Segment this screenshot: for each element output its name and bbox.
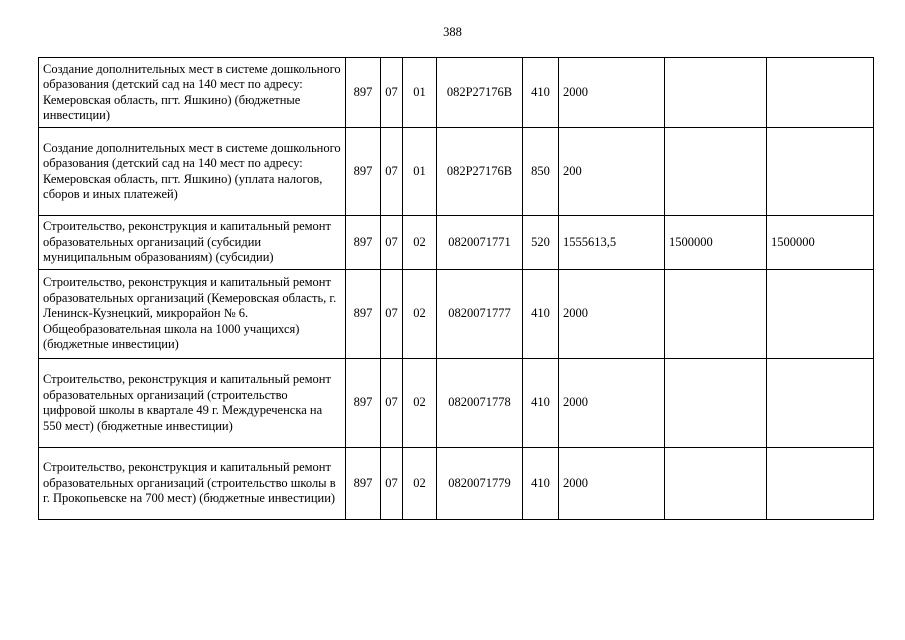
- subsection-code: 01: [403, 128, 437, 216]
- amount-year-2: 1500000: [665, 216, 767, 270]
- section-code: 07: [381, 58, 403, 128]
- row-description: Создание дополнительных мест в системе дошкольного образования (детский сад на 140 мест по адресу: Кемеровская область, пгт. Яшкино) (бюджетные инвестиции): [39, 58, 346, 128]
- subsection-code: 02: [403, 359, 437, 448]
- section-code: 07: [381, 216, 403, 270]
- target-article-code: 0820071771: [437, 216, 523, 270]
- ministry-code: 897: [346, 270, 381, 359]
- row-description: Строительство, реконструкция и капитальный ремонт образовательных организаций (строительство школы в г. Прокопьевске на 700 мест) (бюджетные инвестиции): [39, 448, 346, 520]
- target-article-code: 0820071778: [437, 359, 523, 448]
- amount-year-1: 2000: [559, 58, 665, 128]
- expense-type-code: 410: [523, 270, 559, 359]
- amount-year-1: 1555613,5: [559, 216, 665, 270]
- amount-year-1: 2000: [559, 270, 665, 359]
- amount-year-1: 200: [559, 128, 665, 216]
- ministry-code: 897: [346, 448, 381, 520]
- amount-year-2: [665, 128, 767, 216]
- section-code: 07: [381, 448, 403, 520]
- ministry-code: 897: [346, 216, 381, 270]
- amount-year-3: [767, 270, 874, 359]
- ministry-code: 897: [346, 128, 381, 216]
- amount-year-3: [767, 128, 874, 216]
- target-article-code: 082P27176B: [437, 58, 523, 128]
- expense-type-code: 410: [523, 448, 559, 520]
- amount-year-2: [665, 359, 767, 448]
- target-article-code: 082P27176B: [437, 128, 523, 216]
- subsection-code: 01: [403, 58, 437, 128]
- expense-type-code: 410: [523, 58, 559, 128]
- expense-type-code: 410: [523, 359, 559, 448]
- expense-type-code: 520: [523, 216, 559, 270]
- row-description: Создание дополнительных мест в системе дошкольного образования (детский сад на 140 мест по адресу: Кемеровская область, пгт. Яшкино) (уплата налогов, сборов и иных платежей): [39, 128, 346, 216]
- row-description: Строительство, реконструкция и капитальный ремонт образовательных организаций (строительство цифровой школы в квартале 49 г. Междуреченска на 550 мест) (бюджетные инвестиции): [39, 359, 346, 448]
- amount-year-2: [665, 58, 767, 128]
- section-code: 07: [381, 359, 403, 448]
- subsection-code: 02: [403, 448, 437, 520]
- page-number: 388: [443, 25, 462, 39]
- section-code: 07: [381, 128, 403, 216]
- table-row: [39, 448, 874, 520]
- table-row: [39, 270, 874, 359]
- table-row: [39, 128, 874, 216]
- amount-year-3: [767, 58, 874, 128]
- amount-year-3: [767, 359, 874, 448]
- target-article-code: 0820071779: [437, 448, 523, 520]
- amount-year-2: [665, 448, 767, 520]
- row-description: Строительство, реконструкция и капитальный ремонт образовательных организаций (Кемеровская область, г. Ленинск-Кузнецкий, микрорайон № 6. Общеобразовательная школа на 1000 учащихся) (бюджетные инвестиции): [39, 270, 346, 359]
- subsection-code: 02: [403, 270, 437, 359]
- expense-type-code: 850: [523, 128, 559, 216]
- table-row: [39, 359, 874, 448]
- ministry-code: 897: [346, 359, 381, 448]
- amount-year-3: [767, 448, 874, 520]
- table-row: [39, 58, 874, 128]
- target-article-code: 0820071777: [437, 270, 523, 359]
- amount-year-1: 2000: [559, 448, 665, 520]
- amount-year-3: 1500000: [767, 216, 874, 270]
- section-code: 07: [381, 270, 403, 359]
- budget-table: [38, 57, 874, 520]
- subsection-code: 02: [403, 216, 437, 270]
- row-description: Строительство, реконструкция и капитальный ремонт образовательных организаций (субсидии муниципальным образованиям) (субсидии): [39, 216, 346, 270]
- amount-year-2: [665, 270, 767, 359]
- amount-year-1: 2000: [559, 359, 665, 448]
- table-row: [39, 216, 874, 270]
- ministry-code: 897: [346, 58, 381, 128]
